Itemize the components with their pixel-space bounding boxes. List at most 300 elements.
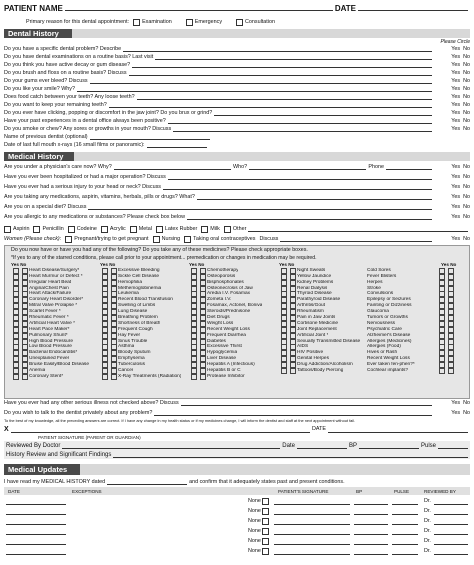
condition-label: Frequent Diarrhea (207, 332, 246, 338)
yes-option[interactable]: Yes (451, 77, 461, 84)
review-date-field[interactable] (297, 443, 347, 449)
conditions-column (367, 262, 459, 374)
previous-dentist-label: Name of previous dentist (optional) (4, 133, 88, 140)
conditions-panel (4, 245, 470, 399)
history-review-field[interactable] (113, 452, 468, 458)
condition-label: Joint Replacement (297, 326, 337, 332)
no-option[interactable]: No (463, 183, 470, 190)
medical-question-field[interactable] (168, 174, 432, 180)
update-row (4, 517, 470, 526)
reviewed-by-field[interactable] (62, 443, 280, 449)
condition-label: X-Ray Treatments (Radiation) (118, 373, 182, 379)
medical-question-field[interactable] (197, 194, 432, 200)
exception-none-label: None (248, 518, 261, 524)
condition-label: Heart Murmur or Defect * (29, 273, 83, 279)
condition-label: Heart Pace Maker* (29, 326, 70, 332)
condition-label: Renal Dialysis (297, 285, 328, 291)
women-row (4, 235, 470, 243)
reason-row (26, 18, 470, 26)
condition-item (279, 368, 371, 374)
dental-question (4, 109, 470, 117)
medical-question (4, 183, 470, 191)
condition-label: Unexplained Fever (29, 356, 70, 362)
dental-question-field[interactable] (129, 70, 432, 76)
update-signature-field[interactable] (274, 544, 350, 545)
talk-privately-row (4, 409, 470, 417)
medical-question (4, 213, 470, 221)
physician-why-field[interactable] (114, 164, 231, 170)
physician-phone-field[interactable] (386, 164, 432, 170)
who-label: Who? (233, 163, 248, 170)
dental-question-field[interactable] (214, 110, 432, 116)
update-pulse-field[interactable] (392, 554, 418, 555)
exception-none-label: None (248, 548, 261, 554)
dental-question (4, 85, 470, 93)
dental-question-text: Do you have dental examinations on a routine basis? Last visit (4, 53, 154, 60)
update-bp-field[interactable] (354, 544, 388, 545)
condition-label: Fosamax, Actonel, Boniva (207, 303, 263, 309)
no-option[interactable]: No (463, 163, 470, 170)
condition-label: Nervousness (367, 320, 395, 326)
dental-question-text: Do you ever have clicking, popping or discomfort in the jaw joint? Do you brux or grind? (4, 109, 213, 116)
update-date-field[interactable] (6, 534, 66, 535)
no-option[interactable]: No (463, 125, 470, 132)
dental-question-field[interactable] (155, 54, 432, 60)
update-bp-field[interactable] (354, 554, 388, 555)
other-illness-field[interactable] (181, 400, 432, 406)
condition-label: Pain in Jaw Joints (297, 315, 336, 321)
update-reviewed-by-field[interactable] (434, 544, 468, 545)
condition-item (189, 374, 281, 380)
allergen-checkbox[interactable] (201, 226, 208, 233)
allergen-checkbox[interactable] (68, 226, 75, 233)
consultation-label: Consultation (245, 18, 275, 25)
yes-option[interactable]: Yes (451, 125, 461, 132)
condition-label: Asthma (118, 344, 135, 350)
condition-label: Hemophilia (118, 279, 142, 285)
dental-question-text: Does food catch between your teeth? Any loose teeth? (4, 93, 135, 100)
no-option[interactable]: No (463, 85, 470, 92)
yes-option[interactable]: Yes (451, 53, 461, 60)
medical-question-text: Have you ever been hospitalized or had a major operation? Discuss (4, 173, 166, 180)
condition-label: Heart Attack/Failure (29, 291, 72, 297)
condition-label: Allergies (Medicines) (367, 338, 412, 344)
update-pulse-field[interactable] (392, 524, 418, 525)
allergen-checkbox[interactable] (224, 226, 231, 233)
condition-label: Anemia (29, 368, 46, 374)
condition-no-checkbox[interactable] (200, 374, 206, 380)
updates-column-header: EXCEPTIONS (72, 489, 102, 494)
condition-label: Thyroid Disease (297, 291, 332, 297)
condition-label: Bacterial Endocarditis* (29, 350, 78, 356)
update-date-field[interactable] (6, 524, 66, 525)
condition-label: Zometa I.V. (207, 297, 232, 303)
update-statement-a: I have read my MEDICAL HISTORY dated (4, 478, 106, 485)
pregnant-checkbox[interactable] (65, 236, 72, 243)
no-option[interactable]: No (463, 61, 470, 68)
yes-option[interactable]: Yes (451, 399, 461, 406)
dental-question-text: Do you smoke or chew? Any sores or growths in your mouth? Discuss (4, 125, 172, 132)
patient-signature-field[interactable] (11, 427, 310, 433)
emergency-label: Emergency (194, 18, 223, 25)
allergen-label: Milk (210, 225, 220, 232)
dental-question (4, 101, 470, 109)
condition-label: HIV Positive (297, 350, 324, 356)
condition-label: Drug Addiction/Alcoholism (297, 362, 353, 368)
yes-option[interactable]: Yes (451, 61, 461, 68)
yes-option[interactable]: Yes (451, 193, 461, 200)
dental-question (4, 69, 470, 77)
condition-label: Recent Weight Loss (207, 326, 250, 332)
condition-label: Fever Blisters (367, 273, 397, 279)
physician-who-field[interactable] (249, 164, 366, 170)
update-bp-field[interactable] (354, 504, 388, 505)
condition-no-checkbox[interactable] (448, 368, 454, 374)
reviewed-by-dr-label: Dr. (424, 518, 431, 524)
signature-caption: PATIENT SIGNATURE (PARENT OR GUARDIAN) (38, 435, 141, 440)
dental-question (4, 53, 470, 61)
condition-label: Rheumatic Fever * (29, 315, 69, 321)
condition-label: Hay Fever (118, 332, 141, 338)
medical-question-field[interactable] (88, 204, 432, 210)
condition-yes-checkbox[interactable] (191, 374, 197, 380)
dental-question-text: Do you have a specific dental problem? Describe (4, 45, 122, 52)
update-pulse-field[interactable] (392, 534, 418, 535)
update-signature-field[interactable] (274, 554, 350, 555)
reason-label: Primary reason for this dental appointment: (26, 18, 130, 25)
update-bp-field[interactable] (354, 514, 388, 515)
yes-option[interactable]: Yes (451, 409, 461, 416)
condition-label: Tuberculosis (118, 362, 146, 368)
yes-option[interactable]: Yes (451, 235, 461, 242)
condition-label: Yellow Jaundice (297, 273, 332, 279)
dental-question-field[interactable] (173, 126, 432, 132)
yes-option[interactable]: Yes (451, 173, 461, 180)
dental-question-field[interactable] (168, 118, 432, 124)
condition-yes-checkbox[interactable] (439, 368, 445, 374)
bp-label: BP (348, 442, 357, 449)
update-reviewed-by-field[interactable] (434, 514, 468, 515)
condition-yes-checkbox[interactable] (13, 374, 19, 380)
condition-label: Aredia I.V. Fosamax (207, 291, 251, 297)
condition-label: Cochlear implants? (367, 368, 409, 374)
dental-question-field[interactable] (109, 102, 432, 108)
update-reviewed-by-field[interactable] (434, 534, 468, 535)
medical-question (4, 173, 470, 181)
condition-label: Osteoporosis (207, 273, 236, 279)
yes-option[interactable]: Yes (451, 45, 461, 52)
condition-label: Genital Herpes (297, 356, 329, 362)
condition-label: Sickle Cell Disease (118, 273, 160, 279)
condition-label: Recent Weight Loss (367, 356, 410, 362)
condition-label: Night Sweats (297, 267, 326, 273)
condition-yes-checkbox[interactable] (102, 374, 108, 380)
condition-label: Artificial Heart Valve * (29, 320, 76, 326)
no-option[interactable]: No (463, 109, 470, 116)
update-pulse-field[interactable] (392, 504, 418, 505)
condition-label: Steroids/Prednisone (207, 309, 251, 315)
exception-none-checkbox[interactable] (262, 548, 269, 555)
conditions-question: Do you now have or have you had any of the following? Do you take any of these medicines? Please check appropriate boxes. (11, 247, 308, 253)
allergen-checkbox[interactable] (156, 226, 163, 233)
yes-option[interactable]: Yes (451, 93, 461, 100)
condition-label: Cold Sores (367, 267, 391, 273)
exception-none-checkbox[interactable] (262, 518, 269, 525)
exception-none-label: None (248, 528, 261, 534)
condition-label: Arthritis/Gout (297, 303, 325, 309)
dental-question (4, 125, 470, 133)
reviewed-by-dr-label: Dr. (424, 508, 431, 514)
condition-item (11, 374, 103, 380)
dental-history-bar (4, 29, 470, 38)
updates-column-header: PATIENT'S SIGNATURE (278, 489, 329, 494)
yes-no-header: Yes No (189, 262, 205, 267)
medical-question-field[interactable] (187, 214, 432, 220)
xrays-field[interactable] (147, 142, 207, 148)
allergen-label: Other (232, 225, 247, 232)
condition-yes-checkbox[interactable] (281, 368, 287, 374)
allergen-label: Codeine (76, 225, 97, 232)
condition-label: Recent Blood Transfusion (118, 297, 173, 303)
condition-label: Psychiatric Care (367, 326, 402, 332)
yes-option[interactable]: Yes (451, 117, 461, 124)
update-date-field[interactable] (6, 544, 66, 545)
history-review-label: History Review and Significant Findings (6, 451, 112, 458)
patient-name-field[interactable] (65, 5, 333, 11)
women-label: Women (Please check): (4, 235, 62, 242)
history-review-row (4, 451, 470, 459)
yes-option[interactable]: Yes (451, 101, 461, 108)
dental-question (4, 93, 470, 101)
update-row (4, 507, 470, 516)
dental-question-text: Do you want to keep your remaining teeth? (4, 101, 107, 108)
condition-no-checkbox[interactable] (22, 374, 28, 380)
talk-privately-field[interactable] (154, 410, 432, 416)
condition-label: Diet Drugs (207, 315, 230, 321)
date-label: DATE (334, 3, 356, 13)
allergen-label: Penicillin (42, 225, 64, 232)
medical-question (4, 203, 470, 211)
no-option[interactable]: No (463, 117, 470, 124)
condition-label: Mitral Valve Prolapse * (29, 303, 78, 309)
condition-label: Pulmonary Shunt* (29, 332, 68, 338)
condition-no-checkbox[interactable] (290, 368, 296, 374)
updates-column-header: BP (356, 489, 363, 494)
condition-label: Diabetes (207, 338, 226, 344)
update-signature-field[interactable] (274, 534, 350, 535)
condition-label: Hypoglycemia (207, 350, 238, 356)
yes-option[interactable]: Yes (451, 69, 461, 76)
condition-label: Liver Disease (207, 356, 237, 362)
no-option[interactable]: No (463, 45, 470, 52)
condition-label: Weight Loss (207, 320, 234, 326)
previous-dentist-row (4, 133, 470, 141)
updates-column-header: PULSE (394, 489, 410, 494)
signature-date-field[interactable] (328, 427, 468, 433)
dental-question-text: Do you brush and floss on a routine basis? Discuss (4, 69, 127, 76)
update-signature-field[interactable] (274, 524, 350, 525)
no-option[interactable]: No (463, 53, 470, 60)
contraceptives-checkbox[interactable] (184, 236, 191, 243)
date-field[interactable] (358, 5, 468, 11)
condition-label: Kidney Problems (297, 279, 334, 285)
dental-question-field[interactable] (137, 94, 432, 100)
dental-question-field[interactable] (90, 78, 432, 84)
yes-option[interactable]: Yes (451, 109, 461, 116)
yes-option[interactable]: Yes (451, 203, 461, 210)
no-option[interactable]: No (463, 93, 470, 100)
exception-none-checkbox[interactable] (262, 538, 269, 545)
update-signature-field[interactable] (274, 514, 350, 515)
allergen-other-field[interactable] (248, 226, 468, 232)
condition-label: Stroke (367, 285, 381, 291)
update-pulse-field[interactable] (392, 544, 418, 545)
consent-statement: To the best of my knowledge, all the preceding answers are correct. If I have any change in my health status or if my medicines change, I will inform the dentist and staff at the next appointment without fail. (4, 418, 356, 423)
exception-none-checkbox[interactable] (262, 498, 269, 505)
no-option[interactable]: No (463, 101, 470, 108)
yes-no-header: Yes No (11, 262, 27, 267)
previous-dentist-field[interactable] (90, 134, 210, 140)
exception-none-checkbox[interactable] (262, 528, 269, 535)
update-date-field[interactable] (6, 504, 66, 505)
condition-label: AIDS (297, 344, 309, 350)
condition-label: Lung Disease (118, 309, 148, 315)
examination-checkbox[interactable] (133, 19, 140, 26)
condition-label: Bruise Easily/Blood Disease (29, 362, 89, 368)
starred-note: *If yes to any of the starred conditions, please call prior to your appointment... premedication or changes in medication may be required. (11, 255, 317, 261)
review-row (4, 442, 470, 450)
condition-label: Alzheimer's Disease (367, 332, 411, 338)
condition-label: Hives or Rash (367, 350, 398, 356)
exception-none-label: None (248, 508, 261, 514)
patient-name-label: PATIENT NAME (4, 3, 63, 13)
medical-question-field[interactable] (163, 184, 432, 190)
update-date-field[interactable] (6, 554, 66, 555)
condition-label: Cancer (118, 368, 134, 374)
condition-label: Hepatitis A (Infectious) (207, 362, 255, 368)
medical-updates-title: Medical Updates (4, 464, 80, 475)
update-reviewed-by-field[interactable] (434, 504, 468, 505)
women-discuss-field[interactable] (280, 236, 432, 242)
condition-label: Excessive Bleeding (118, 267, 160, 273)
yes-no-header: Yes No (279, 262, 295, 267)
exception-none-label: None (248, 538, 261, 544)
dental-question-text: Do you like your smile? Why? (4, 85, 76, 92)
condition-item (100, 374, 192, 380)
condition-label: Bloody Sputum (118, 350, 151, 356)
dental-question-field[interactable] (77, 86, 432, 92)
exception-none-checkbox[interactable] (262, 508, 269, 515)
dental-question-text: Do you think you have active decay or gum disease? (4, 61, 131, 68)
condition-label: Fainting or Dizziness (367, 303, 412, 309)
no-option[interactable]: No (463, 69, 470, 76)
medical-history-form (4, 3, 470, 559)
consultation-checkbox[interactable] (236, 19, 243, 26)
no-option[interactable]: No (463, 399, 470, 406)
signature-date-label: DATE (312, 426, 326, 432)
emergency-checkbox[interactable] (186, 19, 193, 26)
condition-label: Low Blood Pressure (29, 344, 72, 350)
condition-label: Coronary Stent* (29, 373, 64, 379)
yes-option[interactable]: Yes (451, 163, 461, 170)
update-reviewed-by-field[interactable] (434, 524, 468, 525)
yes-option[interactable]: Yes (451, 183, 461, 190)
update-statement-row (4, 478, 470, 486)
patient-name-row (4, 3, 470, 13)
dental-question-field[interactable] (123, 46, 432, 52)
bp-field[interactable] (359, 443, 419, 449)
allergens-row (4, 225, 470, 233)
condition-label: Herpes (367, 279, 383, 285)
other-illness-row (4, 399, 470, 407)
yes-no-header: Yes No (441, 262, 457, 267)
condition-label: Sexually Transmitted Disease (297, 338, 361, 344)
physician-question: Are you under a physician's care now? Why? (4, 163, 112, 170)
update-row (4, 547, 470, 556)
dental-question-field[interactable] (132, 62, 432, 68)
allergen-checkbox[interactable] (4, 226, 11, 233)
update-row (4, 497, 470, 506)
no-option[interactable]: No (463, 193, 470, 200)
condition-label: Shortness of Breath (118, 320, 161, 326)
yes-no-header: Yes No (100, 262, 116, 267)
update-reviewed-by-field[interactable] (434, 554, 468, 555)
update-signature-field[interactable] (274, 504, 350, 505)
no-option[interactable]: No (463, 409, 470, 416)
allergen-checkbox[interactable] (130, 226, 137, 233)
no-option[interactable]: No (463, 213, 470, 220)
update-bp-field[interactable] (354, 524, 388, 525)
yes-option[interactable]: Yes (451, 213, 461, 220)
other-illness-question: Have you ever had any other serious illness not checked above? Discuss (4, 399, 179, 406)
no-option[interactable]: No (463, 235, 470, 242)
history-dated-field[interactable] (107, 479, 187, 485)
update-row (4, 527, 470, 536)
update-pulse-field[interactable] (392, 514, 418, 515)
allergen-checkbox[interactable] (33, 226, 40, 233)
updates-column-header: DATE (8, 489, 20, 494)
reviewed-by-dr-label: Dr. (424, 538, 431, 544)
medical-question-text: Are you allergic to any medications or substances? Please check box below (4, 213, 185, 220)
yes-option[interactable]: Yes (451, 85, 461, 92)
no-option[interactable]: No (463, 173, 470, 180)
signature-x: X (4, 426, 9, 433)
contraceptives-label: Taking oral contraceptives (193, 235, 256, 242)
condition-label: Epilepsy or Seizures (367, 297, 411, 303)
update-bp-field[interactable] (354, 534, 388, 535)
no-option[interactable]: No (463, 77, 470, 84)
update-statement-b: and confirm that it adequately states past and present conditions. (189, 478, 345, 485)
condition-label: Parathyroid Disease (297, 297, 341, 303)
conditions-column (189, 262, 281, 380)
no-option[interactable]: No (463, 203, 470, 210)
condition-no-checkbox[interactable] (111, 374, 117, 380)
update-date-field[interactable] (6, 514, 66, 515)
talk-privately-question: Do you wish to talk to the dentist privately about any problem? (4, 409, 153, 416)
medical-history-title: Medical History (4, 152, 74, 161)
physician-row (4, 163, 470, 171)
allergen-label: Latex Rubber (164, 225, 198, 232)
discuss-label: Discuss (259, 235, 279, 242)
dental-question (4, 77, 470, 85)
condition-label: Protease Inhibitor (207, 373, 245, 379)
pulse-field[interactable] (438, 443, 468, 449)
dental-history-title: Dental History (4, 29, 72, 38)
allergen-checkbox[interactable] (101, 226, 108, 233)
signature-row (4, 425, 470, 434)
nursing-checkbox[interactable] (153, 236, 160, 243)
allergen-label: Aspirin (13, 225, 30, 232)
